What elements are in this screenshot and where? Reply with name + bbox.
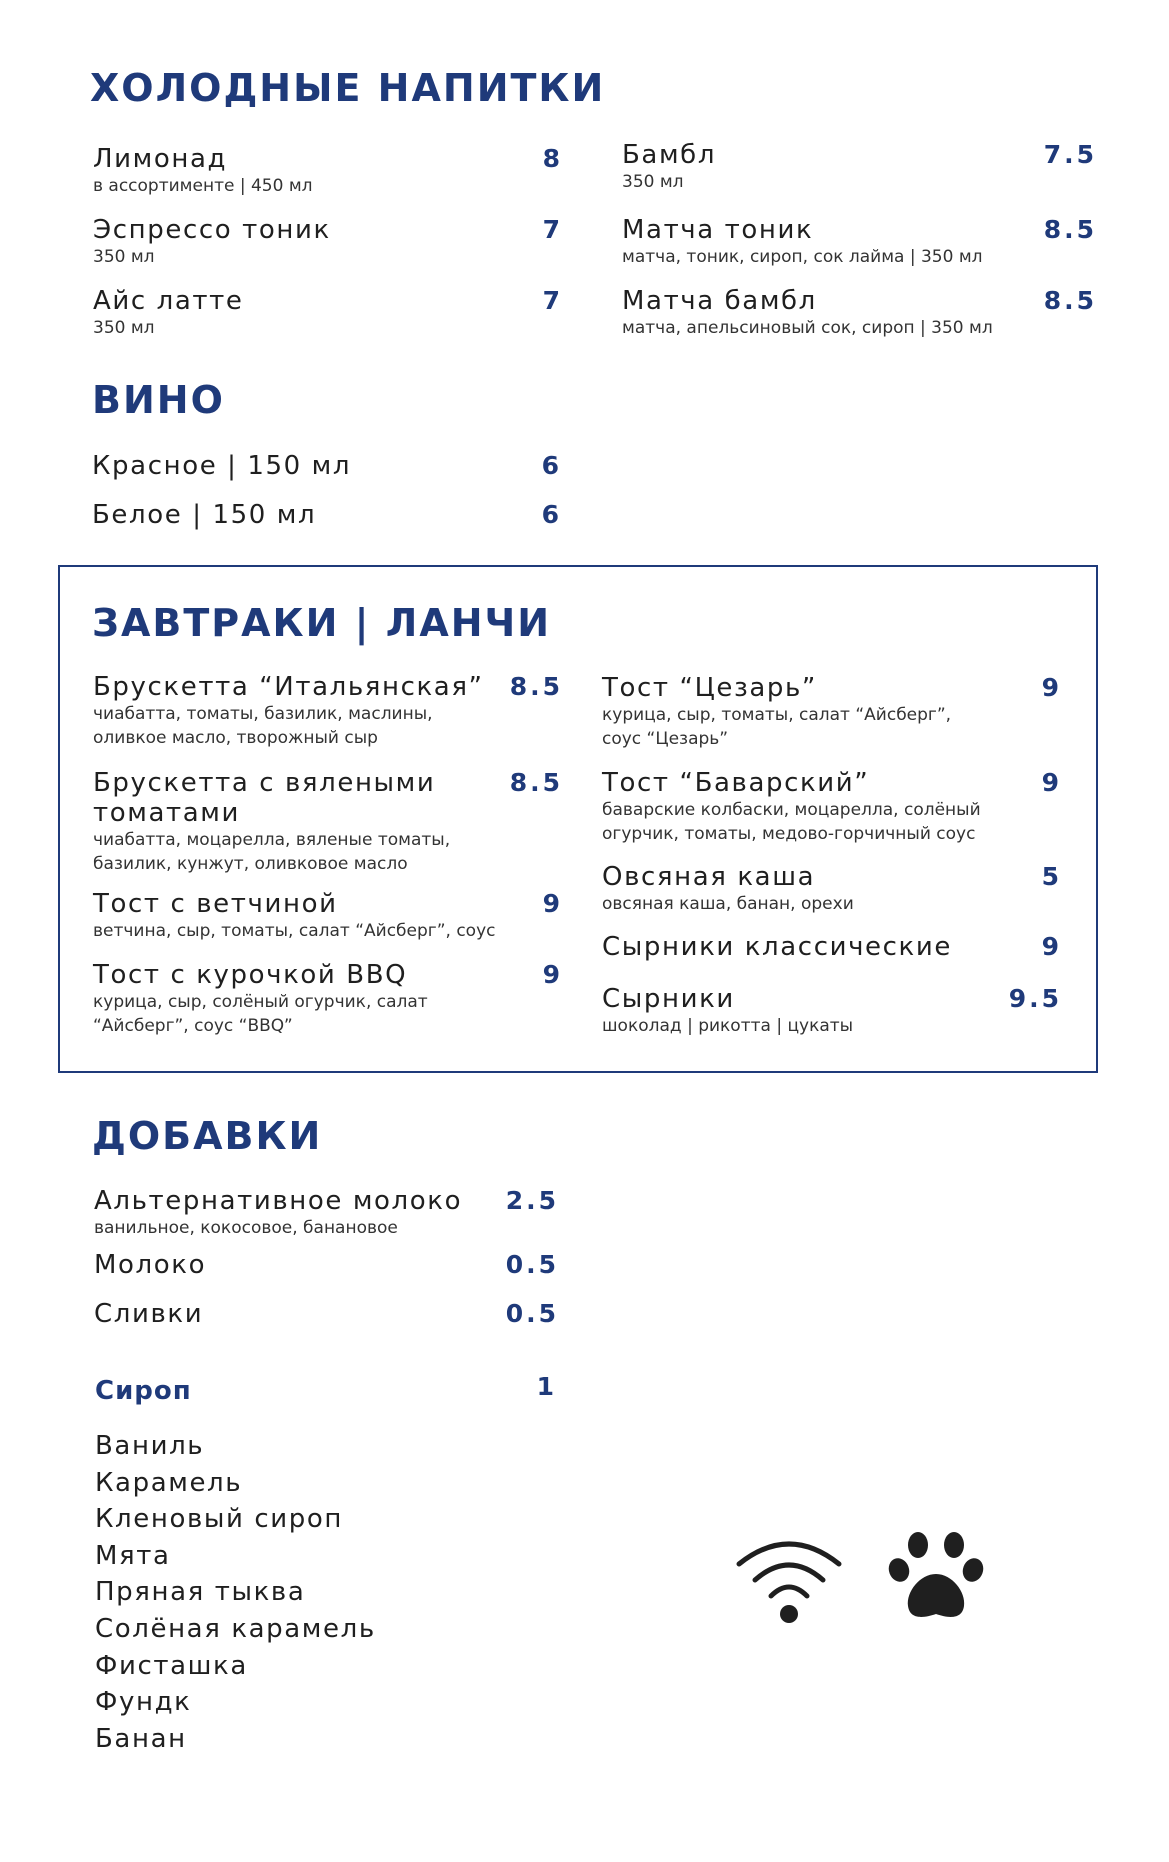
syrup-flavor: Ваниль bbox=[95, 1431, 205, 1461]
syrup-row bbox=[95, 1372, 557, 1406]
item-price: 7 bbox=[542, 286, 563, 315]
wine-item bbox=[92, 500, 562, 530]
item-name: Лимонад bbox=[93, 144, 228, 174]
item-desc: чиабатта, моцарелла, вяленые томаты, базилик, кунжут, оливковое масло bbox=[93, 830, 451, 874]
breakfast-item bbox=[93, 768, 563, 876]
item-price: 9 bbox=[1041, 768, 1062, 797]
syrup-flavor: Солёная карамель bbox=[95, 1613, 376, 1644]
item-price: 6 bbox=[541, 451, 562, 480]
item-price: 8.5 bbox=[509, 768, 563, 797]
syrup-flavor: Банан bbox=[95, 1723, 187, 1754]
item-name: Сырники bbox=[602, 984, 735, 1014]
cold-drinks-item bbox=[622, 286, 1097, 340]
item-desc: ветчина, сыр, томаты, салат “Айсберг”, соус bbox=[93, 921, 496, 941]
additions-item bbox=[94, 1186, 559, 1240]
item-price: 2.5 bbox=[505, 1186, 559, 1215]
item-name: Тост с курочкой BBQ bbox=[93, 960, 408, 990]
syrup-flavor: Мята bbox=[95, 1540, 171, 1571]
breakfast-item bbox=[602, 932, 1062, 962]
item-name: Красное | 150 мл bbox=[92, 451, 352, 481]
breakfast-item bbox=[602, 768, 1062, 846]
item-name: Альтернативное молоко bbox=[94, 1186, 463, 1216]
cold-drinks-heading: ХОЛОДНЫЕ НАПИТКИ bbox=[90, 66, 606, 110]
paw-icon bbox=[888, 1530, 984, 1626]
syrup-label: Сироп bbox=[95, 1376, 192, 1406]
breakfast-item bbox=[602, 862, 1062, 916]
breakfast-item bbox=[602, 984, 1062, 1038]
item-desc: курица, сыр, солёный огурчик, салат “Айсберг”, соус “BBQ” bbox=[93, 992, 428, 1036]
item-desc: матча, тоник, сироп, сок лайма | 350 мл bbox=[622, 247, 983, 267]
breakfast-item bbox=[93, 960, 563, 1038]
item-desc: чиабатта, томаты, базилик, маслины, оливкое масло, творожный сыр bbox=[93, 704, 433, 748]
item-name: Сливки bbox=[94, 1299, 204, 1329]
syrup-flavor: Фисташка bbox=[95, 1650, 248, 1681]
cold-drinks-item bbox=[93, 215, 563, 269]
item-desc: 350 мл bbox=[93, 247, 155, 267]
wine-heading: ВИНО bbox=[92, 378, 225, 422]
syrup-price: 1 bbox=[536, 1372, 557, 1401]
item-name: Овсяная каша bbox=[602, 862, 816, 892]
item-name: Брускетта “Итальянская” bbox=[93, 672, 484, 702]
additions-heading: ДОБАВКИ bbox=[92, 1114, 323, 1158]
item-name: Бамбл bbox=[622, 140, 717, 170]
item-desc: шоколад | рикотта | цукаты bbox=[602, 1016, 854, 1036]
cold-drinks-item bbox=[622, 140, 1097, 194]
item-price: 8.5 bbox=[1043, 215, 1097, 244]
item-name: Тост “Цезарь” bbox=[602, 673, 818, 703]
item-desc: овсяная каша, банан, орехи bbox=[602, 894, 854, 914]
item-price: 9.5 bbox=[1008, 984, 1062, 1013]
item-price: 6 bbox=[541, 500, 562, 529]
item-name: Тост с ветчиной bbox=[93, 889, 338, 919]
syrup-flavors bbox=[95, 1428, 376, 1757]
item-price: 8 bbox=[542, 144, 563, 173]
item-price: 7 bbox=[542, 215, 563, 244]
item-name: Матча бамбл bbox=[622, 286, 817, 316]
syrup-flavor: Фундк bbox=[95, 1687, 192, 1718]
cold-drinks-item bbox=[93, 144, 563, 198]
item-desc: ванильное, кокосовое, банановое bbox=[94, 1218, 398, 1238]
item-desc: матча, апельсиновый сок, сироп | 350 мл bbox=[622, 318, 993, 338]
item-name: Эспрессо тоник bbox=[93, 215, 331, 245]
syrup-flavor: Пряная тыква bbox=[95, 1577, 306, 1608]
additions-item bbox=[94, 1299, 559, 1329]
item-price: 9 bbox=[1041, 932, 1062, 961]
item-price: 0.5 bbox=[505, 1250, 559, 1279]
item-name: Молоко bbox=[94, 1250, 207, 1280]
breakfast-heading: ЗАВТРАКИ | ЛАНЧИ bbox=[92, 601, 552, 645]
item-price: 0.5 bbox=[505, 1299, 559, 1328]
item-price: 8.5 bbox=[1043, 286, 1097, 315]
syrup-flavor: Карамель bbox=[95, 1467, 243, 1498]
item-desc: баварские колбаски, моцарелла, солёный огурчик, томаты, медово-горчичный соус bbox=[602, 800, 981, 844]
item-desc: 350 мл bbox=[622, 172, 684, 192]
item-price: 9 bbox=[1041, 673, 1062, 702]
item-name: Брускетта с вялеными томатами bbox=[93, 768, 436, 828]
item-desc: в ассортименте | 450 мл bbox=[93, 176, 313, 196]
breakfast-item bbox=[93, 672, 563, 750]
additions-item bbox=[94, 1250, 559, 1280]
item-price: 9 bbox=[542, 960, 563, 989]
syrup-flavor: Кленовый сироп bbox=[95, 1504, 343, 1535]
item-price: 9 bbox=[542, 889, 563, 918]
cold-drinks-item bbox=[622, 215, 1097, 269]
item-price: 5 bbox=[1041, 862, 1062, 891]
item-desc: 350 мл bbox=[93, 318, 155, 338]
breakfast-item bbox=[602, 673, 1062, 751]
item-price: 8.5 bbox=[509, 672, 563, 701]
item-name: Айс латте bbox=[93, 286, 244, 316]
breakfast-item bbox=[93, 889, 563, 943]
item-name: Белое | 150 мл bbox=[92, 500, 317, 530]
cold-drinks-item bbox=[93, 286, 563, 340]
item-name: Тост “Баварский” bbox=[602, 768, 870, 798]
wine-item bbox=[92, 451, 562, 481]
wifi-icon bbox=[733, 1534, 845, 1626]
item-desc: курица, сыр, томаты, салат “Айсберг”, соус “Цезарь” bbox=[602, 705, 952, 749]
item-name: Матча тоник bbox=[622, 215, 814, 245]
item-name: Сырники классические bbox=[602, 932, 952, 962]
item-price: 7.5 bbox=[1043, 140, 1097, 169]
